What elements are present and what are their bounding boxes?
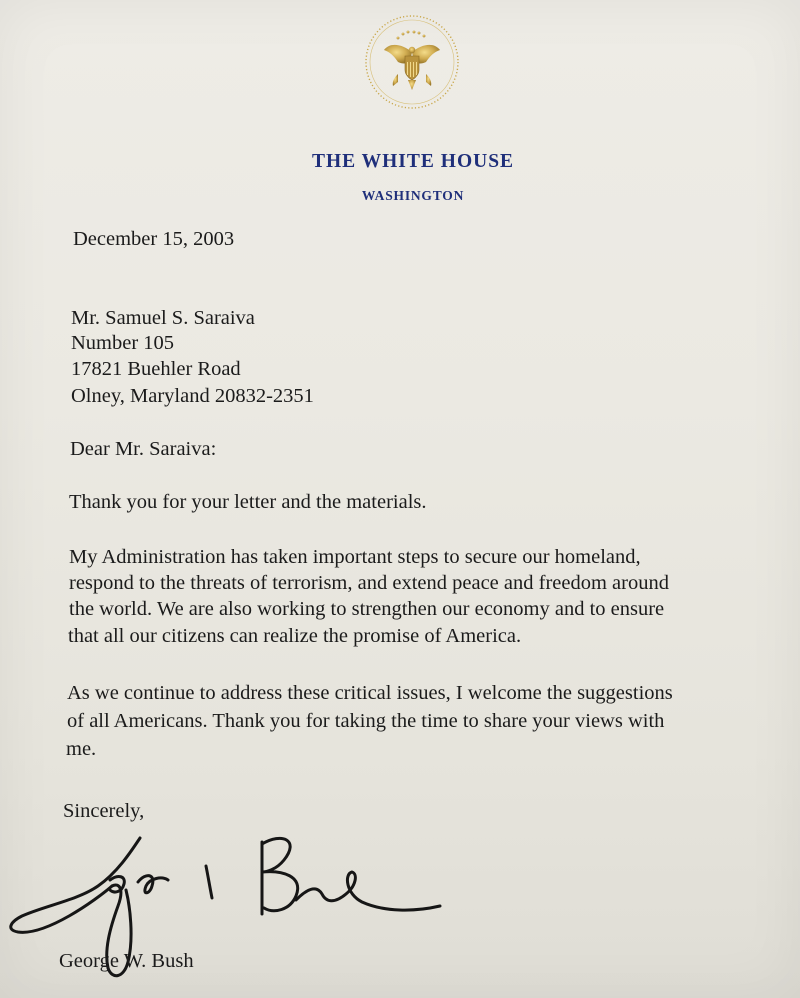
paragraph-1: Thank you for your letter and the materials. bbox=[69, 491, 427, 513]
paragraph-2-line: the world. We are also working to strengthen our economy and to ensure bbox=[69, 598, 665, 620]
paragraph-3-line: of all Americans. Thank you for taking the time to share your views with bbox=[67, 710, 665, 732]
closing: Sincerely, bbox=[63, 800, 145, 822]
presidential-seal-icon bbox=[362, 12, 462, 112]
recipient-address-line2: 17821 Buehler Road bbox=[71, 358, 241, 380]
paragraph-3-line: As we continue to address these critical issues, I welcome the suggestions bbox=[67, 682, 673, 704]
recipient-name: Mr. Samuel S. Saraiva bbox=[71, 307, 255, 329]
paragraph-3-line: me. bbox=[66, 738, 97, 760]
letter-date: December 15, 2003 bbox=[73, 228, 235, 250]
paragraph-2-line: respond to the threats of terrorism, and extend peace and freedom around bbox=[69, 572, 669, 594]
recipient-address-line1: Number 105 bbox=[71, 332, 175, 354]
letterhead-title: THE WHITE HOUSE bbox=[311, 151, 515, 172]
paragraph-2-line: that all our citizens can realize the promise of America. bbox=[68, 625, 522, 647]
salutation: Dear Mr. Saraiva: bbox=[70, 438, 217, 460]
recipient-address-line3: Olney, Maryland 20832-2351 bbox=[71, 385, 314, 407]
paragraph-2-line: My Administration has taken important steps to secure our homeland, bbox=[69, 546, 641, 568]
signatory-name: George W. Bush bbox=[59, 950, 194, 972]
letterhead-subtitle: WASHINGTON bbox=[361, 188, 465, 203]
